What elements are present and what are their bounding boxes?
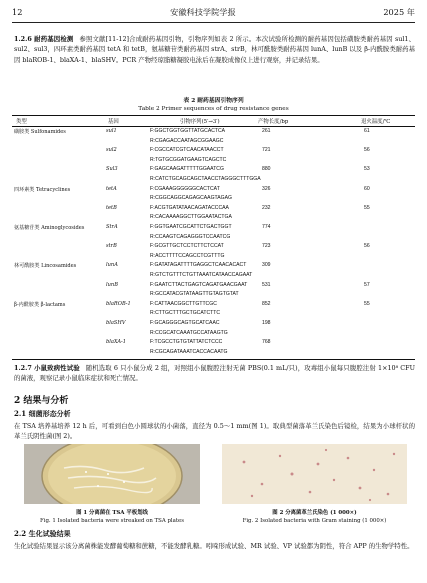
cell-sequence: F:GCGTTGCTCCTCTTCTCCAT — [150, 243, 224, 250]
table-row — [12, 252, 415, 262]
cell-gene: tetA — [106, 185, 117, 192]
table-row — [12, 146, 415, 156]
table-row — [12, 348, 415, 358]
cell-size: 261 — [262, 128, 271, 134]
table-row — [12, 290, 415, 300]
table-header-gene: 基因 — [108, 119, 119, 125]
cell-sequence: R:TGTGCGGATGAAGTCAGCTC — [150, 156, 227, 163]
section-2-1-heading: 2.1 细菌形态分析 — [14, 409, 71, 418]
table-header-size: 产物长度/bp — [258, 119, 289, 125]
cell-gene: strB — [106, 243, 117, 250]
section-heading: 1.2.6 耐药基因检测 — [14, 35, 74, 43]
section-2-1-body: 在 TSA 培养基培养 12 h 后，可看到白色小圆球状的小菌落，直径为 0.5～1 mm(图 1)。取典型菌落革兰氏染色后镜检，结果为小球杆状的革兰氏阴性菌(图 2)。 — [14, 422, 415, 441]
cell-temp: 55 — [364, 300, 370, 307]
table-row — [12, 233, 415, 243]
running-header — [12, 4, 415, 20]
table-row — [12, 194, 415, 204]
table-row — [12, 281, 415, 291]
table-caption-cn: 表 2 耐药基因引物序列 — [183, 98, 244, 104]
table-row — [12, 271, 415, 281]
cell-sequence: R:CACAAAAGGCTTGGAATACTGA — [150, 214, 232, 221]
cell-size: 723 — [262, 243, 271, 250]
cell-sequence: R:CGGCAGGCAGAGCAAGTAGAG — [150, 195, 232, 202]
cell-temp: 56 — [364, 243, 370, 250]
cell-size: 198 — [262, 320, 271, 326]
table-header-temp: 退火温度/℃ — [361, 119, 391, 125]
cell-size: 326 — [262, 185, 271, 192]
cell-sequence: R:CTTGCTTTGCTGCATCTTC — [150, 310, 221, 317]
cell-size: 768 — [262, 339, 271, 346]
cell-sequence: F:ACGTGATATAACAGATACCCAA — [150, 204, 229, 211]
cell-sequence: R:GTCTGTTTCTGTTAAATCATAACCAGAAT — [150, 272, 253, 278]
cell-gene: tetB — [106, 204, 117, 211]
table-row — [12, 204, 415, 214]
cell-class: 四环素类 Tetracyclines — [14, 186, 71, 193]
table-bottom-rule — [12, 359, 415, 360]
table-row — [12, 127, 415, 137]
section-heading: 1.2.7 小鼠致病性试验 — [14, 364, 80, 372]
table-row — [12, 329, 415, 339]
cell-class: 磺胺类 Sulfonamides — [14, 129, 66, 135]
table-row — [12, 223, 415, 233]
header-rule — [12, 22, 415, 23]
cell-class: β-内酰胺类 β-lactams — [14, 301, 66, 308]
section-1-2-7 — [14, 363, 415, 384]
cell-gene: blaXA-1 — [106, 339, 127, 346]
cell-size: 309 — [262, 262, 271, 269]
table-row — [12, 338, 415, 348]
journal-year: 2025 年 — [383, 6, 415, 17]
section-1-2-6 — [14, 34, 415, 65]
table-row — [12, 185, 415, 195]
figure-1-image — [24, 444, 200, 504]
cell-gene: blaROB-1 — [106, 300, 131, 307]
gram-stain-micrograph — [222, 444, 407, 504]
cell-temp: 53 — [364, 166, 370, 173]
table-header-seq: 引物序列(5′→3′) — [180, 119, 220, 125]
cell-size: 880 — [262, 166, 271, 173]
cell-temp: 61 — [364, 128, 370, 134]
cell-gene: StrA — [106, 224, 118, 230]
table-row — [12, 137, 415, 147]
cell-gene: sul2 — [106, 147, 117, 154]
table-row — [12, 319, 415, 329]
cell-sequence: R:CGCAGATAAATCACCACAATG — [150, 348, 228, 355]
table-row — [12, 165, 415, 175]
table-row — [12, 261, 415, 271]
cell-sequence: F:CATTAACGGCTTGTTCGC — [150, 300, 217, 307]
cell-temp: 56 — [364, 147, 370, 154]
table-row — [12, 175, 415, 185]
cell-temp: 55 — [364, 204, 370, 211]
table-top-rule — [12, 115, 415, 116]
cell-gene: lunB — [106, 281, 118, 288]
cell-gene: Sul3 — [106, 166, 118, 173]
cell-size: 852 — [262, 300, 271, 307]
cell-size: 774 — [262, 224, 271, 230]
page-number: 12 — [12, 7, 23, 17]
table-row — [12, 242, 415, 252]
cell-sequence: F:TCGCCTGTGTATTATCTCCC — [150, 339, 223, 346]
cell-sequence: F:GATATAGATTTTGAGGCTCAACACACT — [150, 262, 247, 269]
section-body: 随机选取 6 只小鼠分成 2 组，对照组小鼠腹腔注射无菌 PBS(0.1 mL/只)，攻毒组小鼠每只腹腔注射 1×10⁸ CFU 的菌液，观察记录小鼠临床症状和死亡情况。 — [14, 364, 416, 383]
cell-sequence: R:CCAAGTCAGAGGGTCCAATCG — [150, 233, 231, 240]
cell-sequence: F:GAATCTTACTGAGTCAGATGAACGAAT — [150, 281, 248, 288]
cell-sequence: F:GGCTGGTGGTTATGCACTCA — [150, 128, 226, 134]
figure-1-caption: 图 1 分离菌在 TSA 平板划线 Fig. 1 Isolated bacteria were streaked on TSA plates — [39, 510, 184, 524]
cell-size: 232 — [262, 204, 271, 211]
cell-sequence: F:CGCCATCGTCAACATAACCT — [150, 147, 224, 154]
cell-gene: lunA — [106, 262, 118, 269]
cell-size: 531 — [262, 281, 271, 288]
cell-sequence: R:CATCTGCAGCAGCTAACCTAGGGCTTTGGA — [150, 176, 261, 182]
table-caption-en: Table 2 Primer sequences of drug resistance genes — [138, 106, 289, 112]
cell-sequence: R:ACCTTTTCCAGCCTCGTTTG — [150, 252, 225, 259]
section-2-heading: 2 结果与分析 — [14, 396, 69, 406]
section-body: 参照文献[11-12]合成耐药基因引物，引物序列如表 2 所示。本次试验所检测的耐药基因包括磺胺类耐药基因 sul1、sul2、sul3，四环素类耐药基因 tetA 和 tetB，氨基糖苷类耐药基因 strA、strB，林可酰胺类耐药基因 lunA、lunB 以及 β-内酰胺类耐药基因 blaROB-1、blaXA-1、blaSHV。PCR 产物经琼脂糖凝胶电泳后在凝胶成像仪上进行观察，并记录结果。 — [14, 35, 416, 64]
journal-title: 安徽科技学院学报 — [170, 6, 236, 17]
section-2-2-body: 生化试验结果显示该分离菌株能发酵葡萄糖和蔗糖，不能发酵乳糖。吲哚形成试验、MR 试验、VP 试验都为阴性，符合 APP 的生物学特性。 — [14, 542, 414, 550]
table-row — [12, 309, 415, 319]
section-2-2-heading: 2.2 生化试验结果 — [14, 529, 71, 538]
table-row — [12, 300, 415, 310]
cell-sequence: R:GCCATACGTATAAGTTGTAGTGTAT — [150, 291, 239, 298]
table-header-class: 类型 — [16, 119, 27, 125]
tsa-plate-photo — [24, 444, 200, 504]
cell-sequence: F:GCAGGGCAGTGCATCAAC — [150, 320, 220, 326]
cell-sequence: R:CCGCATCAAATGCCATAAGTG — [150, 329, 228, 336]
figure-2-image — [222, 444, 407, 504]
cell-temp: 57 — [364, 281, 370, 288]
table-row — [12, 156, 415, 166]
table-row — [12, 213, 415, 223]
cell-gene: sul1 — [106, 128, 117, 134]
cell-sequence: F:GGTGAATCGCATTCTGACTGGT — [150, 224, 232, 230]
cell-size: 721 — [262, 147, 271, 154]
cell-temp: 60 — [364, 185, 370, 192]
cell-sequence: F:GAGCAAGATTTTTGGAATCG — [150, 166, 224, 173]
cell-gene: blaSHV — [106, 320, 126, 326]
cell-class: 林可酰胺类 Lincosamides — [14, 263, 77, 270]
cell-sequence: F:CGAAAGGGGGGCACTCAT — [150, 185, 220, 192]
figure-2-caption: 图 2 分离菌革兰氏染色 (1 000×) Fig. 2 Isolated bacteria with Gram staining (1 000×) — [242, 510, 387, 524]
cell-sequence: R:CGAGACCAATAGCGGAAGC — [150, 137, 224, 144]
cell-class: 氨基糖苷类 Aminoglycosides — [14, 225, 85, 231]
